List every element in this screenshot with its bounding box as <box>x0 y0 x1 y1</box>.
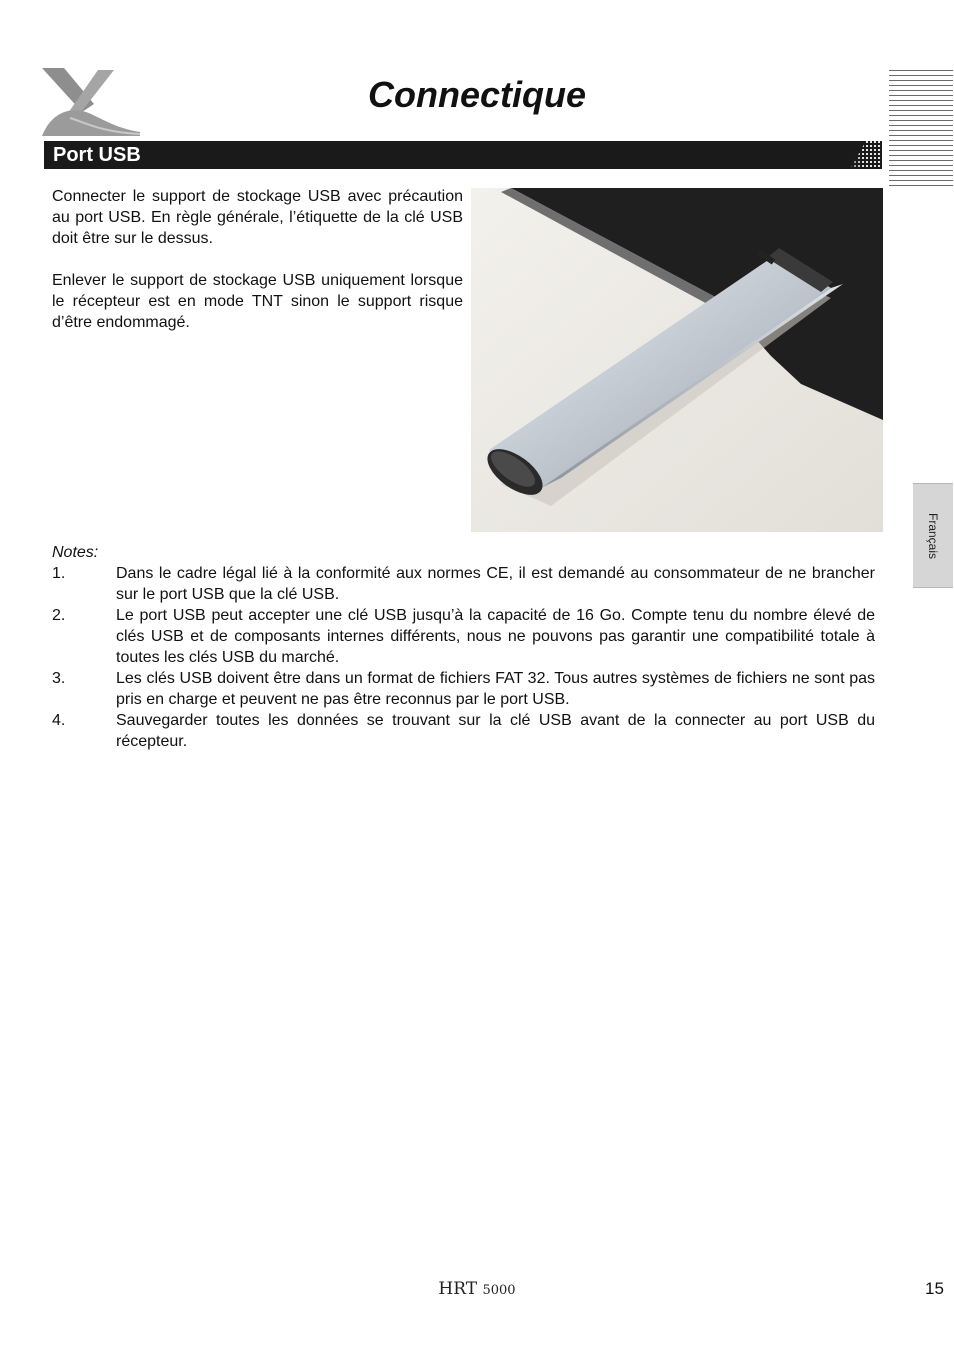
section-title: Port USB <box>53 144 141 166</box>
list-item <box>52 563 875 605</box>
list-item <box>52 710 875 752</box>
list-item-number: 3. <box>52 670 66 687</box>
intro-paragraph: Enlever le support de stockage USB uniquement lorsque le récepteur est en mode TNT sinon le support risque d’être endommagé. <box>52 272 463 331</box>
language-tab-label: Français <box>926 512 940 559</box>
section-header-bar <box>44 141 882 169</box>
notes-heading: Notes: <box>52 544 99 561</box>
intro-text <box>52 186 463 354</box>
page-number: 15 <box>925 1279 944 1298</box>
footer-model-name <box>0 1279 954 1299</box>
list-item <box>52 668 875 710</box>
language-tab <box>913 483 953 588</box>
intro-paragraph: Connecter le support de stockage USB avec précaution au port USB. En règle générale, l’étiquette de la clé USB doit être sur le dessus. <box>52 188 463 247</box>
list-item-text: Les clés USB doivent être dans un format de fichiers FAT 32. Tous autres systèmes de fichiers ne sont pas pris en charge et peuvent ne pas être reconnus par le port USB. <box>116 670 875 708</box>
model-number: 5000 <box>482 1283 516 1298</box>
list-item-number: 1. <box>52 565 66 582</box>
dot-pattern-icon <box>838 141 882 169</box>
notes-section <box>52 542 875 752</box>
list-item-number: 4. <box>52 712 66 729</box>
list-item-text: Le port USB peut accepter une clé USB jusqu’à la capacité de 16 Go. Compte tenu du nombre élevé de clés USB et de composants internes différents, nous ne pouvons pas garantir une compatibilité totale à toutes les clés USB du marché. <box>116 607 875 666</box>
list-item-text: Sauvegarder toutes les données se trouvant sur la clé USB avant de la connecter au port USB du récepteur. <box>116 712 875 750</box>
list-item-number: 2. <box>52 607 66 624</box>
model-name: HRT <box>438 1279 478 1299</box>
list-item <box>52 605 875 668</box>
list-item-text: Dans le cadre légal lié à la conformité aux normes CE, il est demandé au consommateur de ne brancher sur le port USB que la clé USB. <box>116 565 875 603</box>
decorative-stripes <box>889 70 953 198</box>
usb-stick-photo <box>471 188 883 532</box>
page-title: Connectique <box>367 74 586 115</box>
